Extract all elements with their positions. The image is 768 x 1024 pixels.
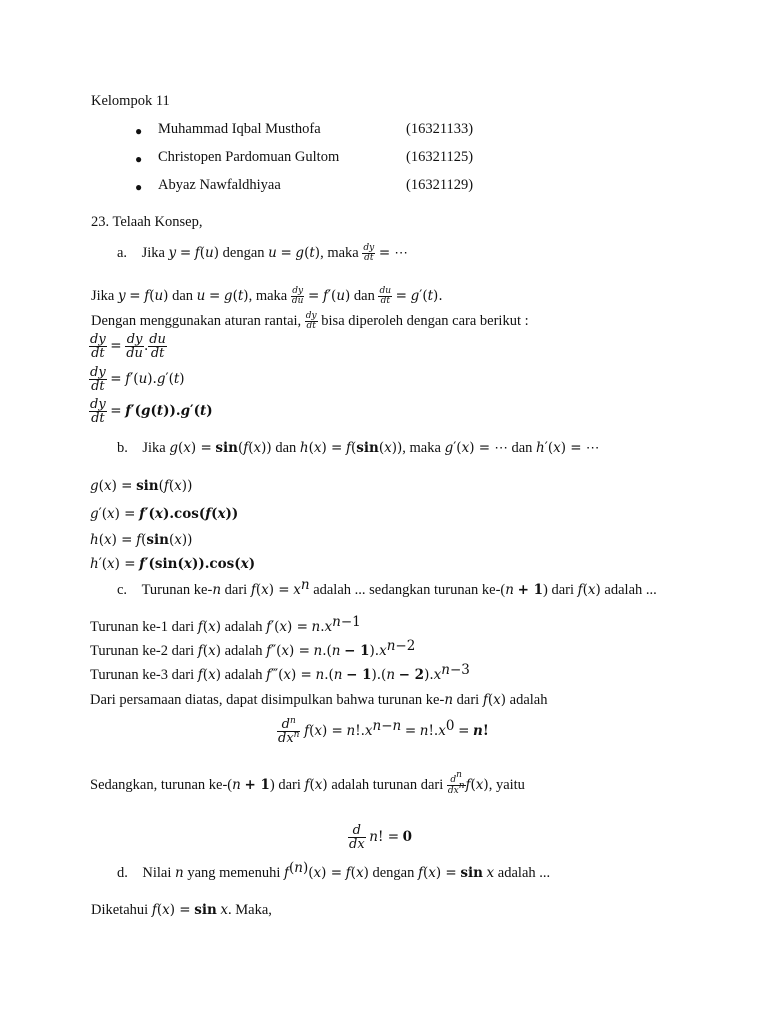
bullet-icon: ● <box>135 124 143 138</box>
question-a: a. Jika y = f(u) dengan u = g(t), maka $\frac{dy}{dt}$ = ⋯ <box>117 243 408 263</box>
member-nim: (16321133) <box>406 121 474 137</box>
derivative-line: Turunan ke-3 dari f(x) adalah f‴(x) = $n.(n - 1).(n - 2).x^{n-3}$ <box>90 662 470 683</box>
question-c: c. Turunan ke-n dari $f(x) = x^n$ adalah ... sedangkan turunan ke-(n + 1) dari f(x) adalah ... <box>117 577 657 598</box>
question-label: b. <box>117 440 128 456</box>
equation: g′(x) = f′(x).cos(f(x)) <box>90 506 239 522</box>
known-line: Diketahui f(x) = sin x. Maka, <box>91 902 272 918</box>
chain-rule-line: Dengan menggunakan aturan rantai, $\frac{dy}{dt}$ bisa diperoleh dengan cara berikut : <box>91 311 529 331</box>
derivative-line: Turunan ke-1 dari f(x) adalah $f'(x) = n.x^{n-1}$ <box>90 614 361 635</box>
equation: h′(x) = f′(sin(x)).cos(x) <box>90 556 256 572</box>
derivative-line: Turunan ke-2 dari f(x) adalah $f''(x) = n.(n - 1).x^{n-2}$ <box>90 638 416 659</box>
question-d: d. Nilai n yang memenuhi $f^{(n)}(x) = f(x)$ dengan f(x) = sin x adalah ... <box>117 860 551 881</box>
member-nim: (16321125) <box>406 149 474 165</box>
member-name: Muhammad Iqbal Musthofa <box>158 121 321 137</box>
section-title: 23. Telaah Konsep, <box>91 214 203 230</box>
equation: $\frac{dy}{dt}$ = $\frac{dy}{du}$ . $\frac{du}{dt}$ <box>90 332 166 361</box>
question-label: a. <box>117 244 128 261</box>
equation: $\frac{dy}{dt}$ = f′(u).g′(t) <box>90 365 185 394</box>
question-label: d. <box>117 865 128 881</box>
equation: g(x) = sin(f(x)) <box>90 478 193 494</box>
question-label: c. <box>117 582 128 598</box>
equation: h(x) = f(sin(x)) <box>90 532 193 548</box>
member-name: Abyaz Nawfaldhiyaa <box>158 177 281 193</box>
question-b: b. Jika g(x) = sin(f(x)) dan h(x) = f(sin(x)), maka g′(x) = ⋯ dan h′(x) = ⋯ <box>117 440 600 456</box>
equation: $\frac{dy}{dt}$ = f′(g(t)).g′(t) <box>90 397 213 426</box>
next-derivative-line: Sedangkan, turunan ke-(n + 1) dari f(x) adalah turunan dari $\frac{d^n}{dx^n}$ f(x), yaitu <box>90 770 525 796</box>
member-name: Christopen Pardomuan Gultom <box>158 149 340 165</box>
bullet-icon: ● <box>135 180 143 194</box>
group-title: Kelompok 11 <box>91 93 170 109</box>
equation: $\frac{d}{dx}$ n! = 0 <box>349 823 413 852</box>
member-nim: (16321129) <box>406 177 474 193</box>
conclusion-line: Dari persamaan diatas, dapat disimpulkan bahwa turunan ke-n dari f(x) adalah <box>90 692 548 708</box>
answer-a-line: Jika y = f(u) dan u = g(t), maka $\frac{dy}{du}$ = f′(u) dan $\frac{du}{dt}$ = g′(t). <box>91 286 443 306</box>
equation: $\frac{d^n}{dx^n}$ $f(x) = n!.x^{n-n} = n!.x^0 = n$! <box>278 716 489 746</box>
bullet-icon: ● <box>135 152 143 166</box>
